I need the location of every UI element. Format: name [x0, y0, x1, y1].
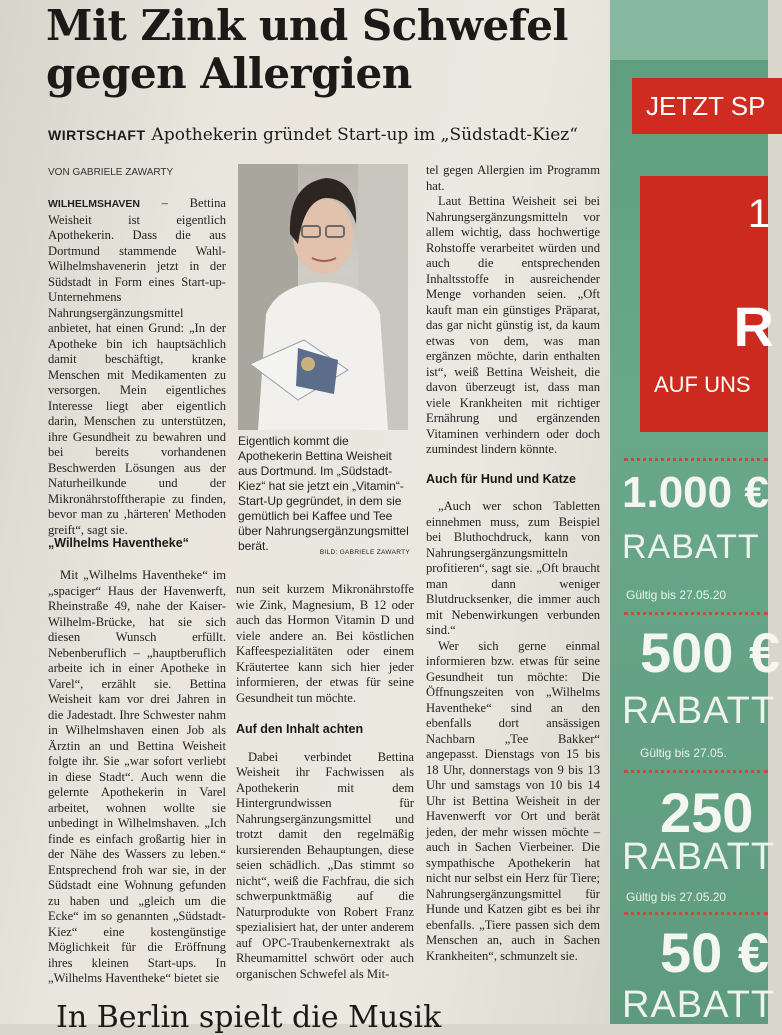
ad-red-panel [640, 176, 774, 432]
headline-line-1: Mit Zink und Schwefel [46, 1, 568, 50]
column-1-bottom [48, 568, 226, 987]
ad-red-letter: R [733, 295, 774, 358]
caption-text: Eigentlich kommt die Apothekerin Bettina Weisheit aus Dortmund. Im „Südstadt-Kiez“ hat sie jetzt ein „Vitamin“-Start-Up gegründet, in dem sie gemütlich bei Kaffee und Tee über Nahrungsergänzungsmittel berät. [238, 434, 409, 553]
column-1-top [48, 196, 226, 538]
offer-validity: Gültig bis 27.05.20 [626, 588, 727, 602]
paragraph: „Auch wer schon Tabletten einnehmen muss, zum Beispiel bei Bluthochdruck, kann von Nahrungsergänzungsmitteln profitieren“, sagt sie. „Oft braucht man dann weniger Blutdrucksenker, die immer auch mit Nebenwirkungen verbunden sind.“ [426, 499, 600, 637]
paragraph: tel gegen Allergien im Programm hat. [426, 163, 600, 193]
offer-label: RABATT [622, 690, 776, 732]
offer-amount: 250 [660, 781, 754, 844]
paragraph: Laut Bettina Weisheit sei bei Nahrungsergänzungsmitteln vor allem wichtig, dass hochwertige Rohstoffe verarbeitet würden und auch die entsprechenden Inhaltsstoffe in ausreichender Menge vorhanden seien. „Oft kauft man ein günstiges Präparat, das gar nicht günstig ist, da kaum etwas von dem, was man ergänzen möchte, darin enthalten ist“, weiß Bettina Weisheit, die davon überzeugt ist, dass man viele Krankheiten mit richtiger Ernährung und ergänzenden Vitaminen verhindern oder doch zumindest lindern könnte. [426, 194, 600, 456]
section-tag: WIRTSCHAFT [48, 127, 146, 143]
photo-caption [238, 434, 410, 560]
ad-red-number: 1 [747, 192, 770, 236]
headline-line-2: gegen Allergien [46, 49, 412, 98]
column-2 [236, 582, 414, 982]
kicker-subtitle: Apothekerin gründet Start-up im „Südstadt-Kiez“ [151, 125, 578, 145]
article-kicker [48, 124, 608, 145]
offer-label: RABATT [622, 528, 760, 566]
dotted-divider [624, 458, 768, 461]
byline: VON GABRIELE ZAWARTY [48, 167, 174, 178]
article-headline [46, 2, 606, 98]
pharmacist-photo-illustration [238, 164, 408, 430]
article-photo [238, 164, 408, 430]
offer-label: RABATT [622, 984, 776, 1026]
paragraph-text: – Bettina Weisheit ist eigentlich Apothekerin. Dass die aus Dortmund stammende Wahl-Wilhelmshavenerin jetzt in der Südstadt in Form eines Start-up-Unternehmens Nahrungsergänzungsmittel anbietet, hat einen Grund: „In der Apotheke bin ich hauptsächlich damit beschäftigt, kranke Menschen mit Medikamenten zu versorgen. Mein eigentliches Interesse liegt aber eigentlich darin, Menschen zu unterstützen, ihre Gesundheit zu bewahren und bei bereits vorhandenen Beschwerden Lösungen aus der Naturheilkunde und der Mikronährstofftherapie zu finden, bevor man zu ‚härteren' Methoden greift“, sagt sie. [48, 196, 226, 537]
dotted-divider [624, 770, 768, 773]
subhead-inhalt: Auf den Inhalt achten [236, 722, 364, 736]
dotted-divider [624, 612, 768, 615]
paragraph: nun seit kurzem Mikronährstoffe wie Zink, Magnesium, B 12 oder auch das Hormon Vitamin D und viele andere an. Bei köstlichen Kaffeespezialitäten oder einem Kräutertee kann sich hier jeder informieren, der etwas für seine Gesundheit tun möchte. [236, 582, 414, 705]
photo-credit: BILD: GABRIELE ZAWARTY [319, 549, 410, 556]
ad-red-text: AUF UNS [654, 372, 751, 397]
offer-label: RABATT [622, 836, 776, 878]
ad-banner: JETZT SP [632, 78, 782, 134]
offer-amount: 500 € [640, 621, 781, 684]
offer-validity: Gültig bis 27.05.20 [626, 890, 727, 904]
dotted-divider [624, 912, 768, 915]
column-3 [426, 163, 600, 964]
subhead-haventheke: „Wilhelms Haventheke“ [48, 536, 189, 550]
offer-amount: 50 € [660, 921, 769, 984]
paragraph: Dabei verbindet Bettina Weisheit ihr Fachwissen als Apothekerin mit dem Hintergrundwissen für Nahrungsergänzungsmittel und trotzt damit den regelmäßig kursierenden Behauptungen, diese seien schädlich. „Das stimmt so nicht“, weiß die Fachfrau, die sich schwerpunktmäßig auf die Naturprodukte von Robert Franz spezialisiert hat, der unter anderem auf OPC-Traubenkernextrakt als Rheumamittel schwört oder auch organischen Schwefel als Mit- [236, 749, 414, 981]
offer-amount: 1.000 € [622, 468, 769, 517]
ad-top-band [610, 0, 768, 60]
offer-validity: Gültig bis 27.05. [640, 746, 727, 760]
dateline: WILHELMSHAVEN [48, 198, 140, 210]
paragraph: Mit „Wilhelms Haventheke“ im „spaciger“ Haus der Havenwerft, Rheinstraße 49, nahe der Kaiser-Wilhelm-Brücke, hat sie sich diesen Wunsch erfüllt. Nebenberuflich – „hauptberuflich arbeite ich in einer Apotheke in Varel“, erzählt sie. Bettina Weisheit kam vor drei Jahren in die Jadestadt. Ihre Schwester nahm in Wilhelmshaven einen Job als Ärztin an und Bettina Weisheit folgte ihr. Sie „war sofort verliebt in diese Stadt“. Auch wenn die gelernte Apothekerin in Varel arbeitet, wohnen wollte sie unbedingt in Wilhelmshaven. „Ich finde es einfach großartig hier in der Nähe des Wassers zu leben.“ Entsprechend froh war sie, in der Südstadt eine Wohnung gefunden zu haben und „gleich um die Ecke“ im so genannten „Südstadt-Kiez“ eine kostengünstige Möglichkeit für die Eröffnung ihres kleinen Start-ups. In „Wilhelms Haventheke“ bietet sie [48, 568, 226, 985]
paragraph: Wer sich gerne einmal informieren bzw. etwas für seine Gesundheit tun möchte: Die Öffnungszeiten von „Wilhelms Haventheke“ sind an den ebenfalls dort ansässigen Nachbarn „Tee Bakker“ angepasst. Dienstags von 15 bis 18 Uhr, donnerstags von 9 bis 13 Uhr und samstags von 10 bis 14 Uhr ist Bettina Weisheit in der Havenwerft vor Ort und berät jeden, der mehr wissen möchte – auch in Sachen Vierbeiner. Die sympathische Apothekerin hat nicht nur selbst ein Herz für Tiere; Nahrungsergänzungsmittel für Hunde und Katzen gibt es bei ihr ebenfalls. „Tiere passen sich dem Menschen an, auch in Sachen Krankheiten“, schmunzelt sie. [426, 638, 600, 963]
paragraph [48, 196, 226, 538]
next-article-headline: In Berlin spielt die Musik [56, 1000, 442, 1035]
advertisement [610, 0, 781, 1026]
subhead-hund-katze: Auch für Hund und Katze [426, 471, 576, 486]
